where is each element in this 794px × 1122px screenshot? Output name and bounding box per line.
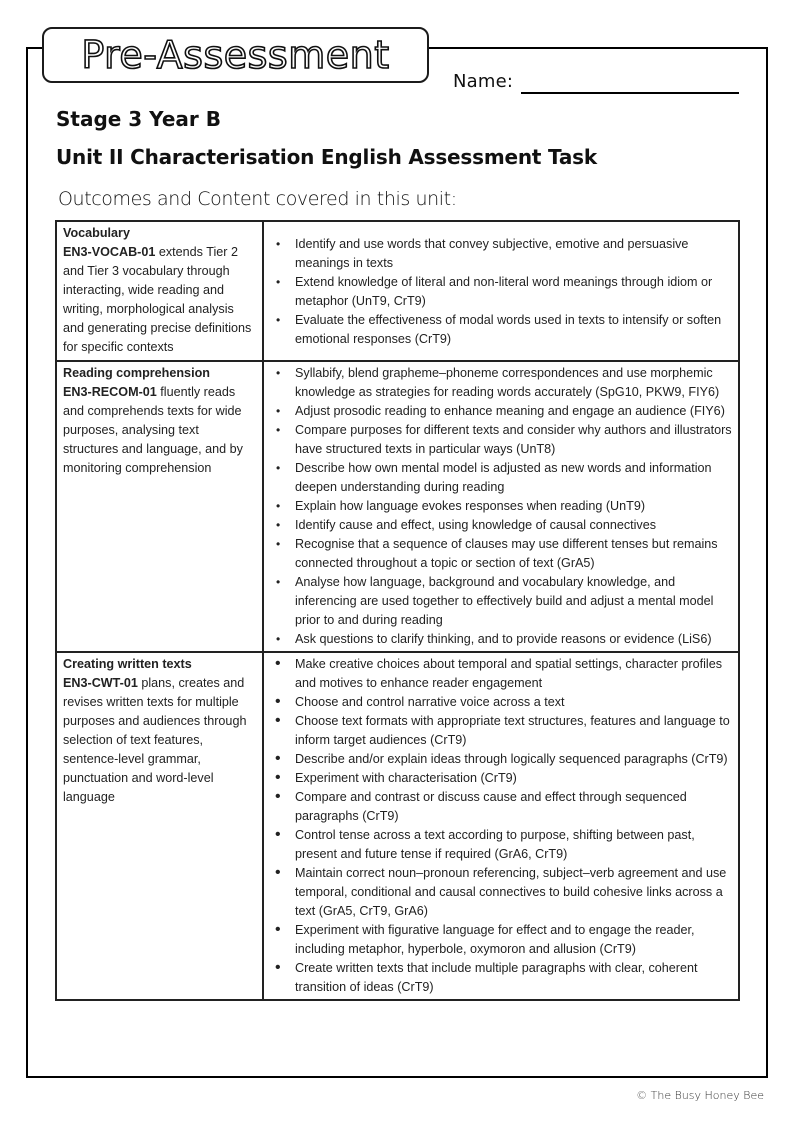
content-point: • Explain how language evokes responses when reading (UnT9) bbox=[270, 497, 732, 516]
outcome-description bbox=[63, 383, 256, 478]
content-list bbox=[270, 364, 732, 649]
content-point: • Experiment with characterisation (CrT9) bbox=[270, 769, 732, 788]
outcomes-table bbox=[55, 220, 740, 1001]
content-point: • Create written texts that include multiple paragraphs with clear, coherent transition of ideas (CrT9) bbox=[270, 959, 732, 997]
content-point: • Control tense across a text according to purpose, shifting between past, present and future tense if required (GrA6, CrT9) bbox=[270, 826, 732, 864]
outcome-row bbox=[56, 652, 739, 1000]
content-point: • Identify and use words that convey subjective, emotive and persuasive meanings in texts bbox=[270, 235, 732, 273]
outcome-description bbox=[63, 674, 256, 807]
content-point: • Describe how own mental model is adjusted as new words and information deepen understanding during reading bbox=[270, 459, 732, 497]
copyright-footer: © The Busy Honey Bee bbox=[636, 1089, 764, 1102]
content-list bbox=[270, 655, 732, 997]
content-point: • Syllabify, blend grapheme–phoneme correspondences and use morphemic knowledge as strategies for reading words accurately (SpG10, PKW9, FIY6) bbox=[270, 364, 732, 402]
content-point: • Identify cause and effect, using knowledge of causal connectives bbox=[270, 516, 732, 535]
outcome-row bbox=[56, 221, 739, 361]
outcome-cell bbox=[56, 652, 263, 1000]
strand-name: Reading comprehension bbox=[63, 366, 210, 380]
content-point: • Compare purposes for different texts and consider why authors and illustrators have structured texts in particular ways (UnT8) bbox=[270, 421, 732, 459]
content-point: • Compare and contrast or discuss cause and effect through sequenced paragraphs (CrT9) bbox=[270, 788, 732, 826]
strand-name: Vocabulary bbox=[63, 226, 130, 240]
content-point: • Make creative choices about temporal and spatial settings, character profiles and motives to enhance reader engagement bbox=[270, 655, 732, 693]
outcome-code: EN3-CWT-01 bbox=[63, 676, 138, 690]
outcome-code: EN3-VOCAB-01 bbox=[63, 245, 156, 259]
unit-title: Unit II Characterisation English Assessment Task bbox=[56, 145, 597, 169]
outcome-text: extends Tier 2 and Tier 3 vocabulary through interacting, wide reading and writing, morphological analysis and generating precise definitions for specific contexts bbox=[63, 245, 252, 354]
content-point: • Evaluate the effectiveness of modal words used in texts to intensify or soften emotional responses (CrT9) bbox=[270, 311, 732, 349]
content-point: • Choose and control narrative voice across a text bbox=[270, 693, 732, 712]
stage-heading: Stage 3 Year B bbox=[56, 107, 221, 131]
outcome-cell bbox=[56, 221, 263, 361]
content-point: • Maintain correct noun–pronoun referencing, subject–verb agreement and use temporal, conditional and causal connectives to build cohesive links across a text (GrA5, CrT9, GrA6) bbox=[270, 864, 732, 921]
content-point: • Analyse how language, background and vocabulary knowledge, and inferencing are used together to effectively build and adjust a mental model prior to and during reading bbox=[270, 573, 732, 630]
content-cell bbox=[263, 361, 739, 652]
pre-assessment-badge bbox=[42, 27, 429, 83]
content-point: • Ask questions to clarify thinking, and to provide reasons or evidence (LiS6) bbox=[270, 630, 732, 649]
content-list bbox=[270, 235, 732, 349]
outcome-text: fluently reads and comprehends texts for wide purposes, analysing text structures and language, and by monitoring comprehension bbox=[63, 385, 243, 475]
content-point: • Experiment with figurative language for effect and to engage the reader, including metaphor, hyperbole, oxymoron and allusion (CrT9) bbox=[270, 921, 732, 959]
content-cell bbox=[263, 652, 739, 1000]
outcomes-heading: Outcomes and Content covered in this unit: bbox=[58, 188, 457, 210]
outcome-cell bbox=[56, 361, 263, 652]
name-write-line[interactable] bbox=[521, 92, 739, 94]
content-point: • Adjust prosodic reading to enhance meaning and engage an audience (FIY6) bbox=[270, 402, 732, 421]
name-field bbox=[453, 71, 739, 92]
name-label: Name: bbox=[453, 71, 514, 92]
content-point: • Choose text formats with appropriate text structures, features and language to inform target audiences (CrT9) bbox=[270, 712, 732, 750]
outcome-text: plans, creates and revises written texts for multiple purposes and audiences through selection of text features, sentence-level grammar, punctuation and word-level language bbox=[63, 676, 247, 804]
content-point: • Describe and/or explain ideas through logically sequenced paragraphs (CrT9) bbox=[270, 750, 732, 769]
content-cell bbox=[263, 221, 739, 361]
content-point: • Extend knowledge of literal and non-literal word meanings through idiom or metaphor (UnT9, CrT9) bbox=[270, 273, 732, 311]
strand-name: Creating written texts bbox=[63, 657, 192, 671]
outcome-description bbox=[63, 243, 256, 357]
outcome-code: EN3-RECOM-01 bbox=[63, 385, 157, 399]
content-point: • Recognise that a sequence of clauses may use different tenses but remains connected throughout a topic or section of text (GrA5) bbox=[270, 535, 732, 573]
badge-title: Pre-Assessment bbox=[81, 33, 390, 77]
outcome-row bbox=[56, 361, 739, 652]
